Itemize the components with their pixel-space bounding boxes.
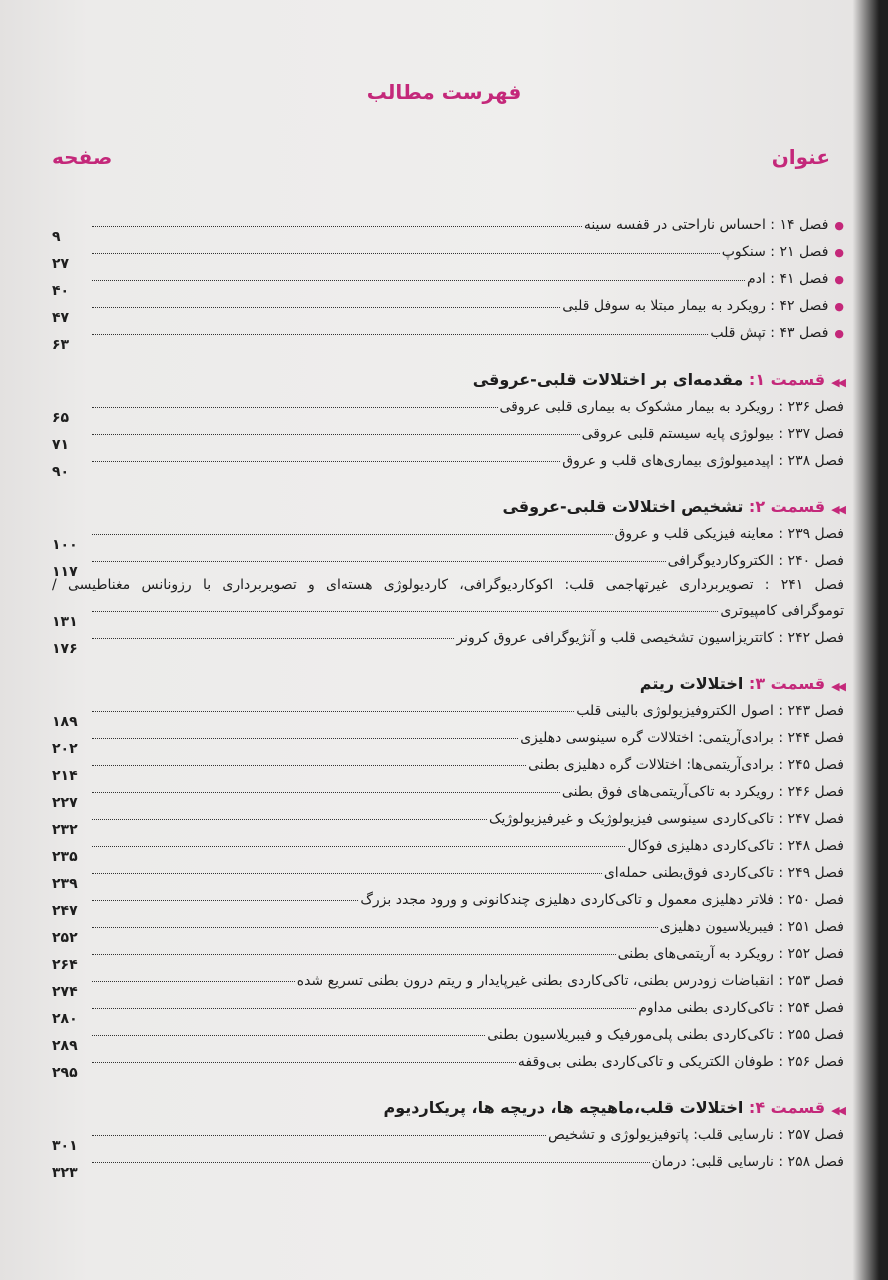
dot-leader xyxy=(92,711,574,712)
toc-entry-title: فصل ۲۳۶ : رویکرد به بیمار مشکوک به بیماری قلبی عروقی xyxy=(499,399,844,415)
toc-page-number: ۲۳۲ xyxy=(52,822,78,838)
dot-leader xyxy=(92,873,602,874)
toc-entry[interactable] xyxy=(52,855,844,892)
toc-page-number: ۱۱۷ xyxy=(52,564,78,580)
toc-page-number: ۱۰۰ xyxy=(52,537,78,553)
toc-entry[interactable] xyxy=(52,596,844,630)
toc-page-number: ۲۷۴ xyxy=(52,984,78,1000)
toc-page-number: ۴۷ xyxy=(52,310,70,326)
toc-entry-title: فصل ۲۳۸ : اپیدمیولوژی بیماری‌های قلب و عروق xyxy=(562,453,844,469)
section-name: اختلالات قلب،ماهیچه ها، دریچه ها، پریکاردیوم xyxy=(383,1098,749,1117)
dot-leader xyxy=(92,611,718,612)
toc-page-number: ۲۳۹ xyxy=(52,876,78,892)
dot-leader xyxy=(92,561,666,562)
dot-leader xyxy=(92,638,454,639)
toc-entry[interactable] xyxy=(52,289,844,326)
toc-entry[interactable] xyxy=(52,416,844,453)
toc-list xyxy=(52,208,844,1181)
toc-entry[interactable] xyxy=(52,543,844,580)
toc-entry-title: فصل ۲۵۶ : طوفان الکتریکی و تاکی‌کاردی بطنی بی‌وقفه xyxy=(517,1054,844,1070)
toc-entry[interactable] xyxy=(52,936,844,973)
toc-entry[interactable] xyxy=(52,801,844,838)
dot-leader xyxy=(92,954,616,955)
toc-entry[interactable] xyxy=(52,963,844,1000)
toc-entry-title: ● فصل ۴۲ : رویکرد به بیمار مبتلا به سوفل قلبی xyxy=(562,297,844,316)
dot-leader xyxy=(92,1162,650,1163)
toc-page-number: ۲۱۴ xyxy=(52,768,78,784)
toc-page-number: ۲۸۰ xyxy=(52,1011,78,1027)
toc-entry-title: فصل ۲۴۰ : الکتروکاردیوگرافی xyxy=(667,553,844,569)
section-heading[interactable] xyxy=(52,363,844,389)
toc-entry-title: فصل ۲۴۲ : کاتتریزاسیون تشخیصی قلب و آنژیوگرافی عروق کرونر xyxy=(456,630,844,646)
toc-entry-title: ● فصل ۴۱ : ادم xyxy=(747,270,844,289)
section-heading[interactable] xyxy=(52,490,844,516)
dot-leader xyxy=(92,738,518,739)
toc-page-number: ۹۰ xyxy=(52,464,70,480)
toc-entry[interactable] xyxy=(52,693,844,730)
toc-entry-title-continued: توموگرافی کامپیوتری xyxy=(720,603,844,619)
toc-entry[interactable] xyxy=(52,516,844,553)
dot-leader xyxy=(92,846,625,847)
dot-leader xyxy=(92,1008,636,1009)
toc-page-number: ۲۴۷ xyxy=(52,903,78,919)
toc-page-number: ۲۳۵ xyxy=(52,849,78,865)
toc-entry-title: فصل ۲۵۴ : تاکی‌کاردی بطنی مداوم xyxy=(638,1000,844,1016)
toc-page-number: ۲۸۹ xyxy=(52,1038,78,1054)
toc-entry-title: فصل ۲۵۸ : نارسایی قلبی: درمان xyxy=(651,1154,844,1170)
toc-page-number: ۴۰ xyxy=(52,283,70,299)
toc-page-number: ۶۵ xyxy=(52,410,70,426)
toc-page-number: ۱۳۱ xyxy=(52,614,78,630)
toc-entry-title: فصل ۲۴۵ : برادی‌آریتمی‌ها: اختلالات گره دهلیزی بطنی xyxy=(528,757,844,773)
toc-entry[interactable] xyxy=(52,389,844,426)
section-arrow-icon: ◀◀ xyxy=(831,376,844,389)
toc-entry-multiline[interactable] xyxy=(52,570,844,596)
section-label: قسمت ۳: xyxy=(748,674,826,693)
toc-entry-title: فصل ۲۵۵ : تاکی‌کاردی بطنی پلی‌مورفیک و فیبریلاسیون بطنی xyxy=(487,1027,844,1043)
dot-leader xyxy=(92,1062,516,1063)
dot-leader xyxy=(92,226,582,227)
toc-page-number: ۲۲۷ xyxy=(52,795,78,811)
dot-leader xyxy=(92,534,613,535)
toc-entry[interactable] xyxy=(52,208,844,245)
toc-entry-title: فصل ۲۴۳ : اصول الکتروفیزیولوژی بالینی قلب xyxy=(576,703,844,719)
toc-entry[interactable] xyxy=(52,1017,844,1054)
toc-page-number: ۶۳ xyxy=(52,337,70,353)
toc-page-number: ۱۷۶ xyxy=(52,641,78,657)
toc-page-number: ۳۲۳ xyxy=(52,1165,78,1181)
dot-leader xyxy=(92,1035,485,1036)
toc-entry[interactable] xyxy=(52,828,844,865)
toc-page-number: ۲۷ xyxy=(52,256,70,272)
toc-entry[interactable] xyxy=(52,443,844,480)
toc-entry-title: فصل ۲۳۹ : معاینه فیزیکی قلب و عروق xyxy=(614,526,844,542)
dot-leader xyxy=(92,280,745,281)
toc-entry-title: فصل ۲۵۰ : فلاتر دهلیزی معمول و تاکی‌کاردی دهلیزی چندکانونی و ورود مجدد بزرگ xyxy=(360,892,844,908)
section-label: قسمت ۲: xyxy=(748,497,826,516)
dot-leader xyxy=(92,981,295,982)
toc-page-number: ۱۸۹ xyxy=(52,714,78,730)
toc-entry-title: فصل ۲۴۶ : رویکرد به تاکی‌آریتمی‌های فوق بطنی xyxy=(561,784,844,800)
toc-entry[interactable] xyxy=(52,720,844,757)
dot-leader xyxy=(92,407,498,408)
section-label: قسمت ۴: xyxy=(748,1098,826,1117)
dot-leader xyxy=(92,765,526,766)
dot-leader xyxy=(92,1135,546,1136)
section-heading[interactable] xyxy=(52,667,844,693)
column-title-header: عنوان xyxy=(771,145,830,169)
toc-entry-title: فصل ۲۵۲ : رویکرد به آریتمی‌های بطنی xyxy=(617,946,844,962)
page-title: فهرست مطالب xyxy=(366,80,522,104)
toc-entry-title: ● فصل ۲۱ : سنکوپ xyxy=(722,243,844,262)
toc-entry-title: ● فصل ۴۳ : تپش قلب xyxy=(710,324,844,343)
toc-entry[interactable] xyxy=(52,990,844,1027)
section-arrow-icon: ◀◀ xyxy=(831,1104,844,1117)
toc-entry[interactable] xyxy=(52,909,844,946)
dot-leader xyxy=(92,792,560,793)
toc-entry-title: ● فصل ۱۴ : احساس ناراحتی در قفسه سینه xyxy=(584,216,844,235)
toc-page-number: ۷۱ xyxy=(52,437,70,453)
toc-entry-title: فصل ۲۴۴ : برادی‌آریتمی: اختلالات گره سینوسی دهلیزی xyxy=(520,730,844,746)
toc-page-number: ۲۰۲ xyxy=(52,741,78,757)
dot-leader xyxy=(92,461,560,462)
section-name: تشخیص اختلالات قلبی-عروقی xyxy=(502,497,749,516)
section-name: اختلالات ریتم xyxy=(639,674,749,693)
section-arrow-icon: ◀◀ xyxy=(831,680,844,693)
toc-entry[interactable] xyxy=(52,235,844,272)
toc-entry[interactable] xyxy=(52,1144,844,1181)
dot-leader xyxy=(92,819,487,820)
toc-entry-title: فصل ۲۳۷ : بیولوژی پایه سیستم قلبی عروقی xyxy=(581,426,844,442)
toc-entry[interactable] xyxy=(52,620,844,657)
toc-entry[interactable] xyxy=(52,747,844,784)
toc-entry-title: فصل ۲۴۸ : تاکی‌کاردی دهلیزی فوکال xyxy=(627,838,844,854)
dot-leader xyxy=(92,253,720,254)
dot-leader xyxy=(92,927,658,928)
toc-entry[interactable] xyxy=(52,316,844,353)
toc-entry-title: فصل ۲۵۱ : فیبریلاسیون دهلیزی xyxy=(659,919,844,935)
toc-entry-title: فصل ۲۴۱ : تصویربرداری غیرتهاجمی قلب: اکوکاردیوگرافی، کاردیولوژی هسته‌ای و تصویربرداری با رزونانس مغناطیسی / xyxy=(52,577,844,593)
toc-page-number: ۲۹۵ xyxy=(52,1065,78,1081)
section-heading[interactable] xyxy=(52,1091,844,1117)
toc-entry-title: فصل ۲۵۳ : انقباضات زودرس بطنی، تاکی‌کاردی بطنی غیرپایدار و ریتم درون بطنی تسریع شده xyxy=(296,973,844,989)
section-label: قسمت ۱: xyxy=(748,370,826,389)
toc-page-number: ۳۰۱ xyxy=(52,1138,78,1154)
toc-entry[interactable] xyxy=(52,262,844,299)
toc-entry-title: فصل ۲۴۹ : تاکی‌کاردی فوق‌بطنی حمله‌ای xyxy=(603,865,844,881)
section-name: مقدمه‌ای بر اختلالات قلبی-عروقی xyxy=(472,370,749,389)
toc-entry[interactable] xyxy=(52,1117,844,1154)
section-arrow-icon: ◀◀ xyxy=(831,503,844,516)
toc-entry[interactable] xyxy=(52,1044,844,1081)
toc-entry[interactable] xyxy=(52,882,844,919)
toc-entry-title: فصل ۲۴۷ : تاکی‌کاردی سینوسی فیزیولوژیک و غیرفیزیولوژیک xyxy=(488,811,844,827)
column-page-header: صفحه xyxy=(52,145,113,169)
dot-leader xyxy=(92,900,358,901)
toc-entry-title: فصل ۲۵۷ : نارسایی قلب: پاتوفیزیولوژی و تشخیص xyxy=(548,1127,844,1143)
toc-entry[interactable] xyxy=(52,774,844,811)
toc-page-number: ۲۶۴ xyxy=(52,957,78,973)
toc-page-number: ۹ xyxy=(52,229,61,245)
toc-page-number: ۲۵۲ xyxy=(52,930,78,946)
dot-leader xyxy=(92,334,708,335)
dot-leader xyxy=(92,434,580,435)
dot-leader xyxy=(92,307,560,308)
